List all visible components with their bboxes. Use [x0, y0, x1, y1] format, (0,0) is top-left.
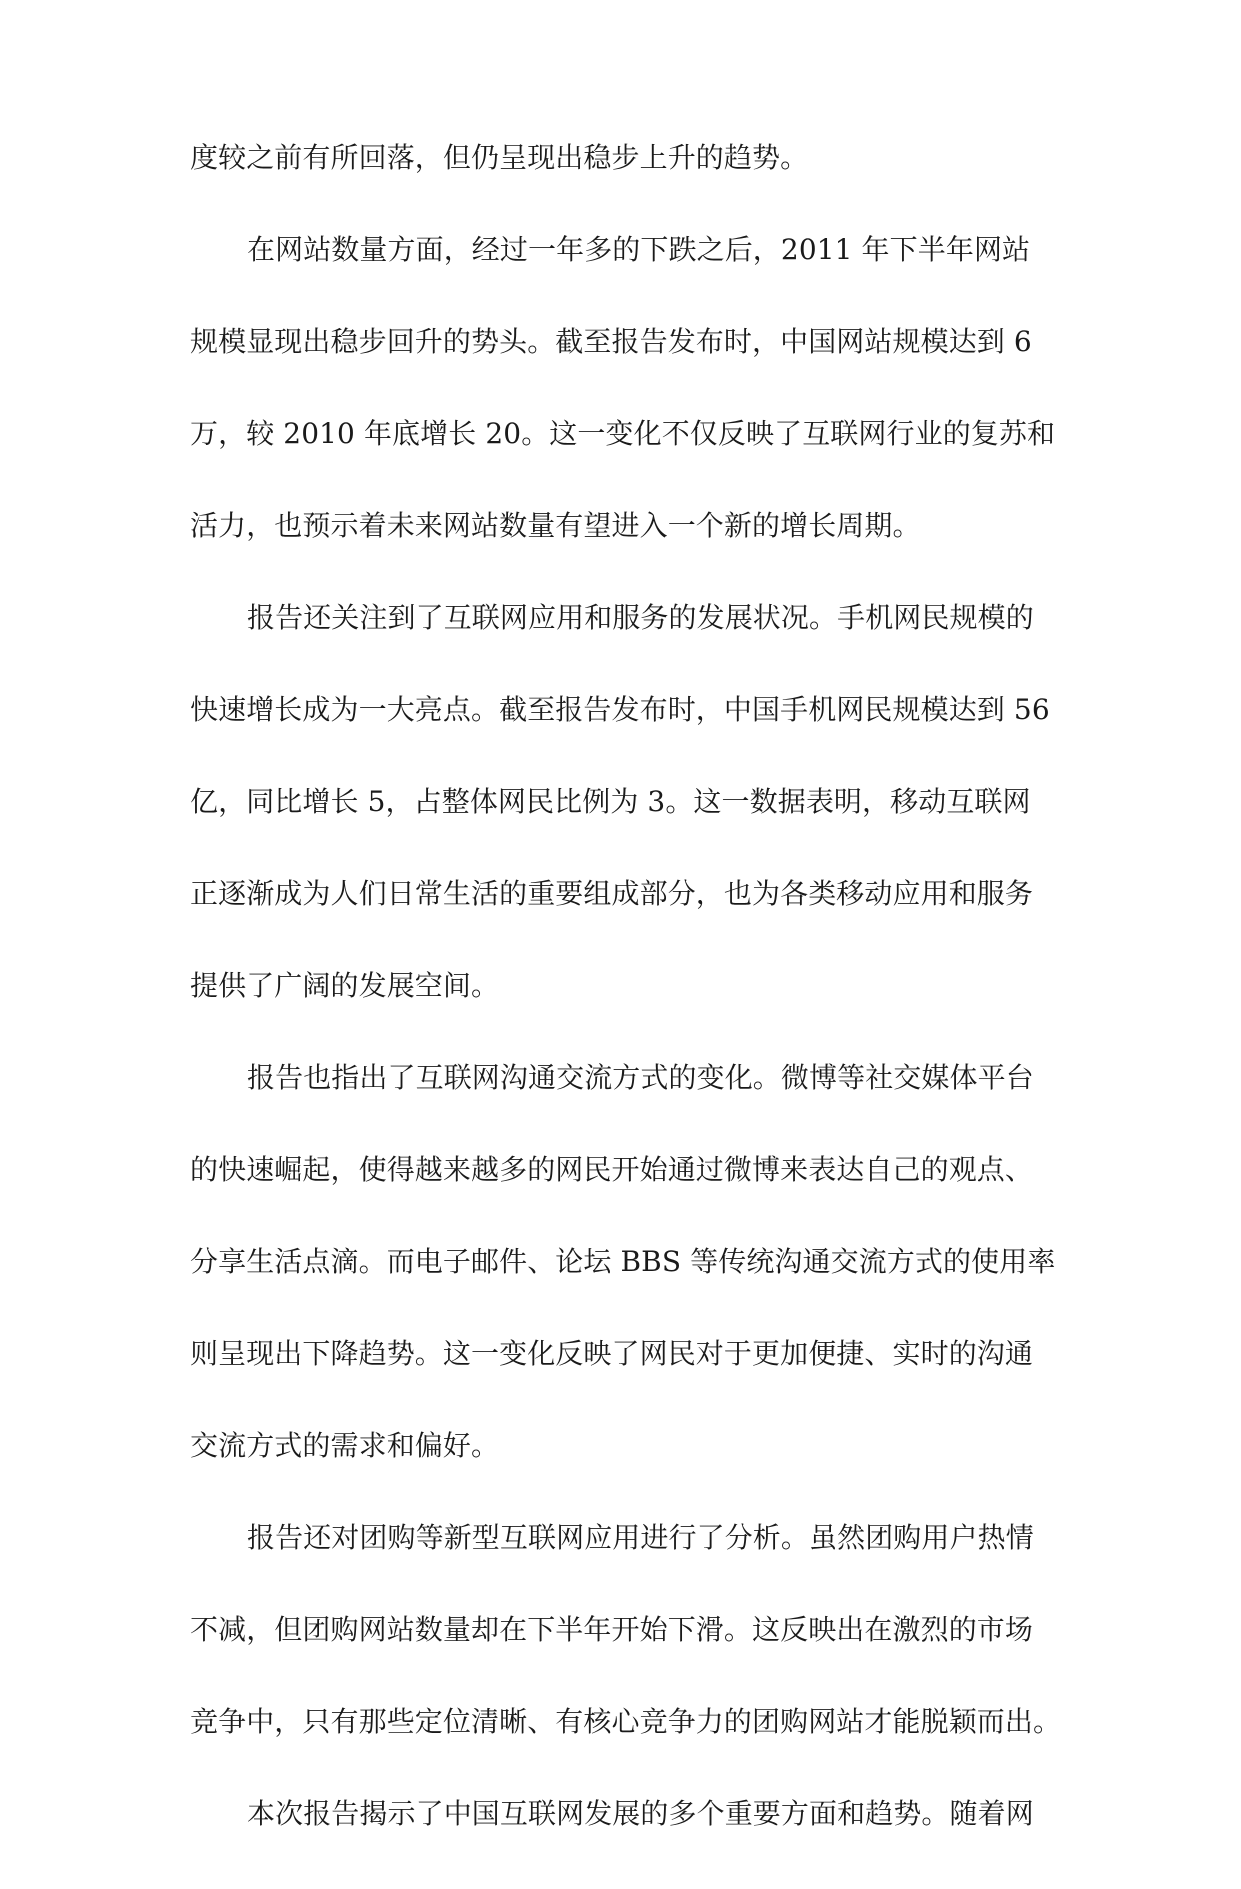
text-line: 竞争中，只有那些定位清晰、有核心竞争力的团购网站才能脱颖而出。	[190, 1705, 1062, 1738]
text-line: 则呈现出下降趋势。这一变化反映了网民对于更加便捷、实时的沟通	[190, 1337, 1034, 1370]
paragraph-first-line: 报告也指出了互联网沟通交流方式的变化。微博等社交媒体平台	[247, 1061, 1034, 1094]
text-line: 亿，同比增长 5，占整体网民比例为 3。这一数据表明，移动互联网	[190, 785, 1031, 818]
text-line: 活力，也预示着未来网站数量有望进入一个新的增长周期。	[190, 509, 921, 542]
body-text	[190, 141, 1090, 1889]
text-line: 提供了广阔的发展空间。	[190, 969, 500, 1002]
text-line: 分享生活点滴。而电子邮件、论坛 BBS 等传统沟通交流方式的使用率	[190, 1245, 1056, 1278]
text-line: 的快速崛起，使得越来越多的网民开始通过微博来表达自己的观点、	[190, 1153, 1034, 1186]
text-line: 交流方式的需求和偏好。	[190, 1429, 500, 1462]
paragraph-first-line: 在网站数量方面，经过一年多的下跌之后，2011 年下半年网站	[247, 233, 1031, 266]
paragraph-first-line: 报告还对团购等新型互联网应用进行了分析。虽然团购用户热情	[247, 1521, 1034, 1554]
text-line: 规模显现出稳步回升的势头。截至报告发布时，中国网站规模达到 6	[190, 325, 1032, 358]
text-line: 正逐渐成为人们日常生活的重要组成部分，也为各类移动应用和服务	[190, 877, 1034, 910]
paragraph-first-line: 本次报告揭示了中国互联网发展的多个重要方面和趋势。随着网	[247, 1797, 1034, 1830]
text-line: 不减，但团购网站数量却在下半年开始下滑。这反映出在激烈的市场	[190, 1613, 1034, 1646]
text-line: 快速增长成为一大亮点。截至报告发布时，中国手机网民规模达到 56	[190, 693, 1050, 726]
paragraph-first-line: 报告还关注到了互联网应用和服务的发展状况。手机网民规模的	[247, 601, 1034, 634]
text-line: 度较之前有所回落，但仍呈现出稳步上升的趋势。	[190, 141, 809, 174]
text-line: 万，较 2010 年底增长 20。这一变化不仅反映了互联网行业的复苏和	[190, 417, 1056, 450]
